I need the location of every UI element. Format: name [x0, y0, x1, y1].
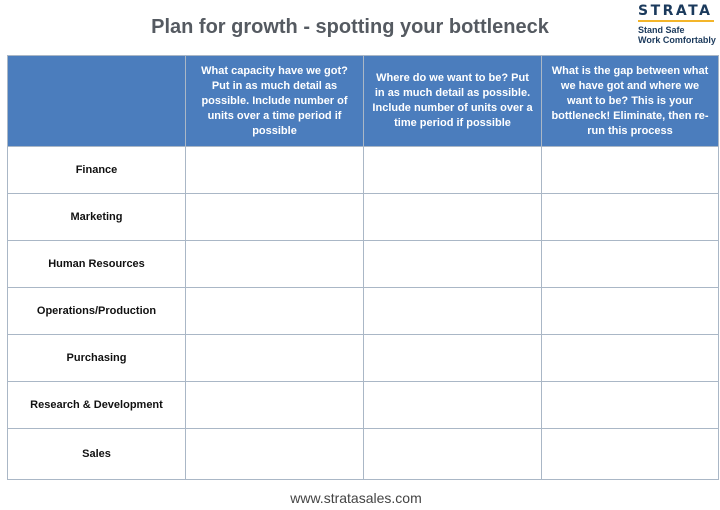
row-label-research-development: Research & Development — [8, 382, 186, 429]
logo-wordmark: STRATA — [638, 3, 713, 19]
table-row — [8, 288, 719, 335]
row-label-human-resources: Human Resources — [8, 241, 186, 288]
row-label-operations: Operations/Production — [8, 288, 186, 335]
cell-operations-target[interactable] — [364, 288, 542, 335]
cell-marketing-capacity[interactable] — [186, 194, 364, 241]
row-label-marketing: Marketing — [8, 194, 186, 241]
footer-website[interactable]: www.stratasales.com — [290, 490, 422, 506]
cell-rnd-capacity[interactable] — [186, 382, 364, 429]
row-label-purchasing: Purchasing — [8, 335, 186, 382]
header-capacity: What capacity have we got? Put in as much detail as possible. Include number of units over a time period if possible — [186, 56, 364, 147]
header-corner-cell — [8, 56, 186, 147]
cell-rnd-gap[interactable] — [542, 382, 719, 429]
cell-operations-capacity[interactable] — [186, 288, 364, 335]
cell-purchasing-capacity[interactable] — [186, 335, 364, 382]
cell-hr-gap[interactable] — [542, 241, 719, 288]
cell-sales-gap[interactable] — [542, 429, 719, 480]
table-row — [8, 147, 719, 194]
row-label-finance: Finance — [8, 147, 186, 194]
cell-finance-capacity[interactable] — [186, 147, 364, 194]
cell-sales-capacity[interactable] — [186, 429, 364, 480]
cell-finance-gap[interactable] — [542, 147, 719, 194]
cell-sales-target[interactable] — [364, 429, 542, 480]
table-row — [8, 382, 719, 429]
table-row — [8, 335, 719, 382]
logo-accent-bar — [638, 20, 714, 22]
logo-tagline-1: Stand Safe — [638, 25, 685, 35]
header-gap: What is the gap between what we have got and where we want to be? This is your bottleneck! Eliminate, then re-run this process — [542, 56, 719, 147]
cell-marketing-target[interactable] — [364, 194, 542, 241]
table-row — [8, 241, 719, 288]
header-target: Where do we want to be? Put in as much detail as possible. Include number of units over a time period if possible — [364, 56, 542, 147]
cell-marketing-gap[interactable] — [542, 194, 719, 241]
cell-hr-capacity[interactable] — [186, 241, 364, 288]
page-title: Plan for growth - spotting your bottleneck — [151, 16, 549, 38]
cell-purchasing-target[interactable] — [364, 335, 542, 382]
cell-operations-gap[interactable] — [542, 288, 719, 335]
bottleneck-table — [7, 55, 719, 480]
table-header-row — [8, 56, 719, 147]
cell-hr-target[interactable] — [364, 241, 542, 288]
table-row — [8, 429, 719, 480]
row-label-sales: Sales — [8, 429, 186, 480]
cell-purchasing-gap[interactable] — [542, 335, 719, 382]
table-row — [8, 194, 719, 241]
cell-finance-target[interactable] — [364, 147, 542, 194]
logo-tagline-2: Work Comfortably — [638, 35, 716, 45]
cell-rnd-target[interactable] — [364, 382, 542, 429]
strata-logo — [638, 3, 718, 45]
